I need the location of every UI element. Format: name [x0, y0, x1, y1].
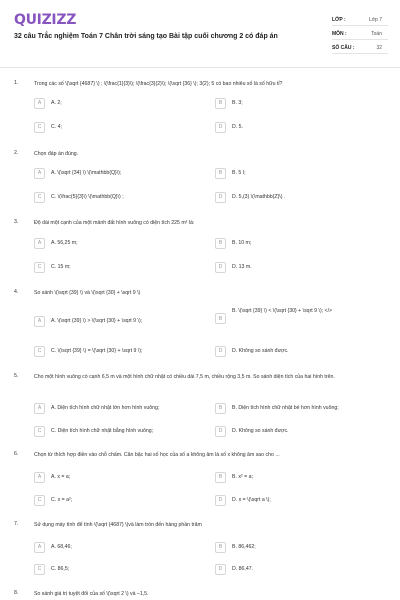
- meta-count-value: 32: [376, 45, 382, 51]
- option-a[interactable]: [34, 166, 204, 180]
- option-text: A. Diện tích hình chữ nhật lớn hơn hình vuông;: [51, 405, 160, 411]
- meta-grade-value: Lớp 7: [368, 17, 382, 23]
- option-letter-box: A: [34, 472, 45, 483]
- meta-subject-value: Toán: [371, 31, 382, 37]
- option-text: D. x = \(\sqrt a \);: [232, 497, 271, 503]
- option-text: B. 10 m;: [232, 240, 252, 246]
- question-number: 5.: [14, 373, 19, 379]
- question-text: So sánh giá trị tuyệt đối của số \(\sqrt 2 \) và –1,5.: [34, 591, 149, 597]
- option-letter-box: C: [34, 426, 45, 437]
- question-text: Chọn từ thích hợp điền vào chỗ chấm. Căn bậc hai số học của số a không âm là số x không âm sao cho ...: [34, 452, 280, 458]
- option-text: B. \(\sqrt {39} \) < \(\sqrt {30} + \sqrt 9 \); </>: [232, 308, 333, 314]
- option-letter-box: A: [34, 238, 45, 249]
- option-letter-box: D: [215, 564, 226, 575]
- option-letter-box: D: [215, 122, 226, 133]
- option-b[interactable]: [215, 166, 387, 180]
- option-text: C. 15 m;: [51, 264, 71, 270]
- question-number: 1.: [14, 80, 19, 86]
- option-b[interactable]: [215, 236, 387, 250]
- option-letter-box: A: [34, 542, 45, 553]
- option-b[interactable]: [215, 540, 387, 554]
- option-text: D. Không so sánh được.: [232, 428, 289, 434]
- option-d[interactable]: [215, 260, 387, 274]
- option-letter-box: C: [34, 192, 45, 203]
- option-c[interactable]: [34, 344, 204, 358]
- option-a[interactable]: [34, 401, 204, 415]
- option-b[interactable]: [215, 96, 387, 110]
- question-number: 7.: [14, 521, 19, 527]
- option-d[interactable]: [215, 493, 387, 507]
- option-letter-box: B: [215, 238, 226, 249]
- option-letter-box: A: [34, 403, 45, 414]
- option-d[interactable]: [215, 344, 387, 358]
- option-letter-box: B: [215, 403, 226, 414]
- option-text: A. 2;: [51, 100, 62, 106]
- option-text: C. x = a²;: [51, 497, 73, 503]
- option-text: A. \(\sqrt {39} \) > \(\sqrt {30} + \sqrt 9 \);: [51, 318, 143, 324]
- option-letter-box: D: [215, 262, 226, 273]
- option-c[interactable]: [34, 120, 204, 134]
- meta-subject: [332, 28, 388, 40]
- question-text: Sử dụng máy tính để tính \(\sqrt {4687} \)và làm tròn đến hàng phần trăm: [34, 522, 202, 528]
- worksheet-header: [0, 0, 400, 68]
- question-number: 3.: [14, 219, 19, 225]
- meta-grade-label: LỚP :: [332, 17, 346, 23]
- option-a[interactable]: [34, 540, 204, 554]
- meta-subject-label: MÔN :: [332, 31, 347, 37]
- option-letter-box: C: [34, 495, 45, 506]
- option-c[interactable]: [34, 260, 204, 274]
- option-d[interactable]: [215, 120, 387, 134]
- option-text: D. 13 m.: [232, 264, 252, 270]
- option-letter-box: A: [34, 98, 45, 109]
- question-text: So sánh \(\sqrt {39} \) và \(\sqrt {30} + \sqrt 9 \): [34, 290, 141, 296]
- option-text: C. 86,5;: [51, 566, 70, 572]
- option-text: A. x = a;: [51, 474, 71, 480]
- option-letter-box: C: [34, 346, 45, 357]
- option-letter-box: D: [215, 495, 226, 506]
- question-text: Độ dài một cạnh của một mảnh đất hình vuông có diện tích 225 m² là:: [34, 220, 195, 226]
- option-letter-box: B: [215, 472, 226, 483]
- question-number: 6.: [14, 451, 19, 457]
- worksheet-title: 32 câu Trắc nghiệm Toán 7 Chân trời sáng tạo Bài tập cuối chương 2 có đáp án: [14, 33, 278, 40]
- question-number: 4.: [14, 289, 19, 295]
- quizizz-logo[interactable]: QUIZIZZ: [14, 12, 77, 28]
- option-text: A. 68,46;: [51, 544, 72, 550]
- option-text: B. 86,462;: [232, 544, 256, 550]
- option-b[interactable]: [215, 401, 387, 415]
- option-text: A. \(\sqrt {34} \) \(\mathbb{Q}\);: [51, 170, 122, 176]
- option-text: C. Diện tích hình chữ nhật bằng hình vuông;: [51, 428, 154, 434]
- option-a[interactable]: [34, 470, 204, 484]
- option-text: B. 3;: [232, 100, 243, 106]
- option-letter-box: C: [34, 564, 45, 575]
- option-letter-box: B: [215, 168, 226, 179]
- option-c[interactable]: [34, 424, 204, 438]
- option-letter-box: A: [34, 168, 45, 179]
- option-text: B. Diện tích hình chữ nhật bé hơn hình vuông;: [232, 405, 339, 411]
- option-letter-box: B: [215, 313, 226, 324]
- option-text: D. 5,(3) \(\mathbb{Z}\) .: [232, 194, 286, 200]
- option-letter-box: B: [215, 98, 226, 109]
- option-c[interactable]: [34, 493, 204, 507]
- option-letter-box: D: [215, 426, 226, 437]
- option-d[interactable]: [215, 424, 387, 438]
- option-text: D. Không so sánh được.: [232, 348, 289, 354]
- option-a[interactable]: [34, 314, 204, 328]
- option-d[interactable]: [215, 562, 387, 576]
- question-text: Chọn đáp án đúng.: [34, 151, 79, 157]
- option-b[interactable]: [215, 306, 387, 334]
- option-c[interactable]: [34, 190, 204, 204]
- option-text: C. \(\frac{5}{3}\) \(\mathbb{Q}\) ;: [51, 194, 124, 200]
- option-text: C. 4;: [51, 124, 62, 130]
- option-text: D. 5.: [232, 124, 243, 130]
- option-letter-box: D: [215, 346, 226, 357]
- question-number: 8.: [14, 590, 19, 596]
- option-letter-box: C: [34, 122, 45, 133]
- question-text: Trong các số \(\sqrt {4687} \) ; \(\frac{1}{3}\); \(\frac{3}{2}\); \(\sqrt {36} \); 3(2); 5 có bao nhiêu số là số hữu tỉ?: [34, 81, 283, 87]
- option-d[interactable]: [215, 190, 387, 204]
- question-text: Cho một hình vuông có cạnh 6,5 m và một hình chữ nhật có chiều dài 7,5 m, chiều rộng 3,5 m. So sánh diện tích của hai hình trên.: [34, 374, 335, 380]
- meta-count-label: SỐ CÂU :: [332, 45, 355, 51]
- option-text: B. x² = a;: [232, 474, 253, 480]
- option-text: B. 5 I;: [232, 170, 246, 176]
- option-a[interactable]: [34, 96, 204, 110]
- option-a[interactable]: [34, 236, 204, 250]
- option-letter-box: A: [34, 316, 45, 327]
- option-text: D. 86,47.: [232, 566, 254, 572]
- meta-grade: [332, 14, 388, 26]
- option-letter-box: D: [215, 192, 226, 203]
- meta-question-count: [332, 42, 388, 54]
- option-text: C. \(\sqrt {39} \) = \(\sqrt {30} + \sqrt 9 \);: [51, 348, 143, 354]
- option-text: A. 56,25 m;: [51, 240, 78, 246]
- option-letter-box: B: [215, 542, 226, 553]
- question-number: 2.: [14, 150, 19, 156]
- option-c[interactable]: [34, 562, 204, 576]
- option-b[interactable]: [215, 470, 387, 484]
- option-letter-box: C: [34, 262, 45, 273]
